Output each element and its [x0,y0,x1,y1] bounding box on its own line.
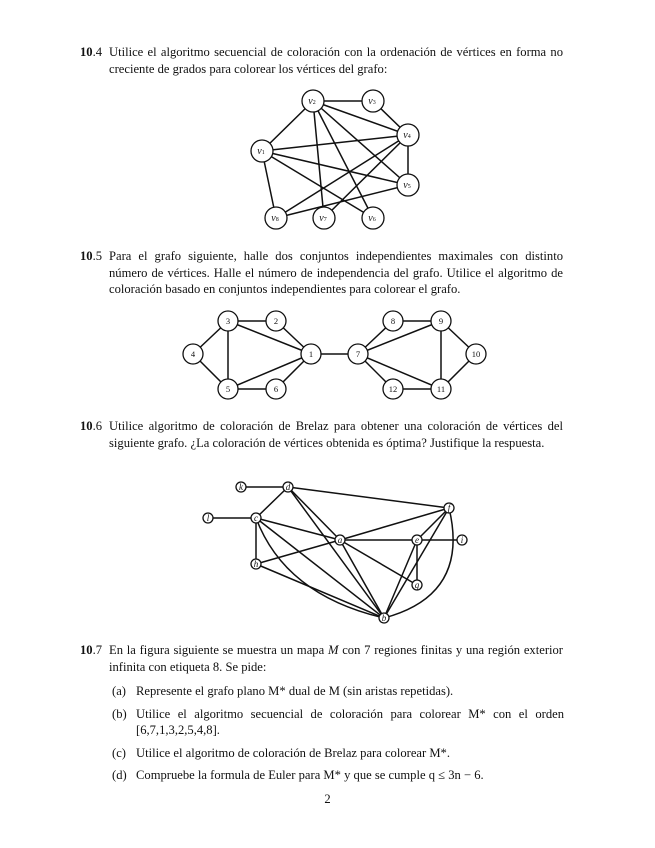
exercise-number: 10.7 [80,643,103,657]
graph-node-h [251,559,261,569]
svg-text:a: a [337,535,343,545]
graph-node-d [283,482,293,492]
exercise-number: 10.5 [80,249,103,263]
svg-text:g: g [414,580,420,590]
graph-node-c [251,513,261,523]
svg-text:h: h [253,559,259,569]
list-item: (b) Utilice el algoritmo secuencial de coloración para colorear M* con el orden [6,7,1,3,2,5,4,8]. [112,706,564,738]
graph-node-g [412,580,422,590]
svg-text:v4: $v_4$ [403,129,411,141]
svg-text:v8: $v_8$ [271,212,279,224]
graph-node-i [457,535,467,545]
exercise-10-7-items [112,683,564,790]
svg-text:i: i [460,535,464,545]
svg-text:2: 2 [273,316,279,326]
svg-text:10: 10 [471,349,481,359]
list-item: (a) Represente el grafo plano M* dual de M (sin aristas repetidas). [112,684,454,698]
exercise-number: 10.4 [80,45,103,59]
svg-text:7: 7 [355,349,361,359]
svg-text:b: b [381,613,387,623]
graph-node-k [236,482,246,492]
graph-node-e [412,535,422,545]
svg-text:9: 9 [438,316,444,326]
exercise-text: Para el grafo siguiente, halle dos conjuntos independientes maximales con distinto número de vértices. Halle el número de independencia del grafo. Utilice el algoritmo de coloración basado en conjuntos independientes para colorear el grafo. [109,249,563,297]
svg-text:4: 4 [190,349,196,359]
graph-node-b [379,613,389,623]
svg-text:f: f [447,503,451,513]
graph-node-f [444,503,454,513]
graph-node-a [335,535,345,545]
exercise-text: Utilice algoritmo de coloración de Brelaz para obtener una coloración de vértices del siguiente grafo. ¿La coloración de vértices obtenida es óptima? Justifique la respuesta. [109,419,563,450]
exercise-10-7 [80,642,563,675]
svg-text:8: 8 [390,316,396,326]
svg-text:11: 11 [436,384,446,394]
svg-text:d: d [285,482,291,492]
svg-text:v5: $v_5$ [403,179,411,191]
list-item: (d) Compruebe la formula de Euler para M* y que se cumple q ≤ 3n − 6. [112,768,484,783]
graph-10-6-edges [208,487,462,618]
exercise-text: Utilice el algoritmo secuencial de coloración con la ordenación de vértices en forma no creciente de grados para colorear los vértices del grafo: [109,45,563,76]
svg-text:v2: $v_2$ [308,95,316,107]
svg-text:v3: $v_3$ [368,95,376,107]
graph-node-l [203,513,213,523]
svg-text:5: 5 [225,384,231,394]
svg-text:e: e [415,535,419,545]
page-number: 2 [324,792,331,806]
svg-text:c: c [254,513,258,523]
svg-text:6: 6 [273,384,279,394]
svg-text:v6: $v_6$ [368,212,376,224]
svg-text:v1: $v_1$ [257,145,265,157]
exercise-number: 10.6 [80,419,103,433]
svg-text:12: 12 [388,384,398,394]
svg-text:1: 1 [308,349,314,359]
svg-text:v7: $v_7$ [319,212,327,224]
svg-text:k: k [239,482,243,492]
svg-text:l: l [206,513,210,523]
list-item: (c) Utilice el algoritmo de coloración de Brelaz para colorear M*. [112,745,451,760]
svg-text:3: 3 [225,316,231,326]
exercise-text: En la figura siguiente se muestra un mapa M con 7 regiones finitas y una región exterior infinita con etiqueta 8. Se pide: [109,643,563,674]
